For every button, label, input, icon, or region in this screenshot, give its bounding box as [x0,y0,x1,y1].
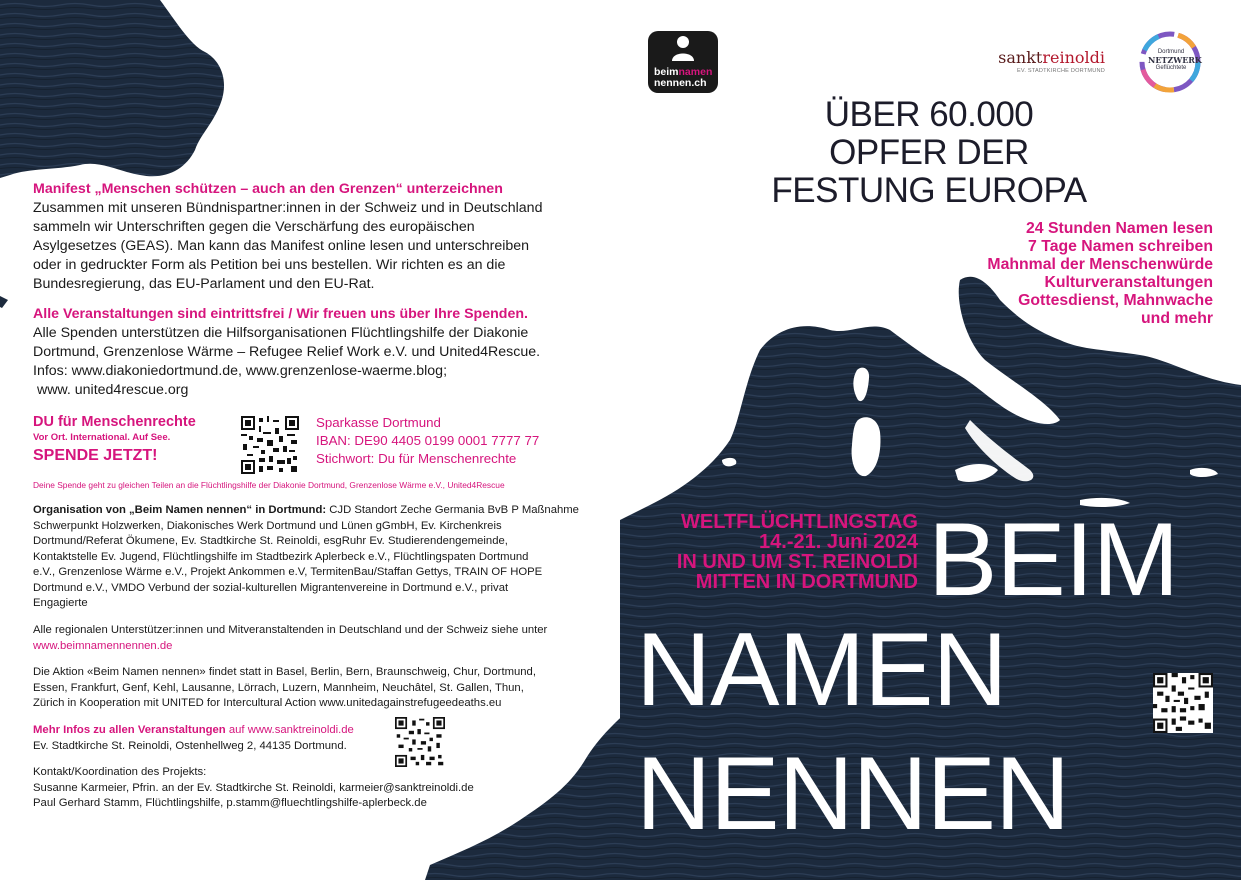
organisation-line: Dortmund/Referat Ökumene, Ev. Stadtkirche St. Reinoldi, esgRuhr Ev. Studierendengemeinde, [33,535,508,547]
sea-top-left [0,0,224,178]
donation-qr-code[interactable] [241,416,299,474]
donation-title: Alle Veranstaltungen sind eintrittsfrei / Wir freuen uns über Ihre Spenden. [33,306,528,322]
sankt-sub: EV. STADTKIRCHE DORTMUND [1017,68,1105,74]
contact-line: Susanne Karmeier, Pfrin. an der Ev. Stadtkirche St. Reinoldi, karmeier@sanktreinoldi.de [33,781,474,794]
subhead-line: IN UND UM ST. REINOLDI [676,551,918,573]
event-list [930,220,1213,328]
subhead-line: 14.-21. Juni 2024 [759,531,918,553]
donate-cta: SPENDE JETZT! [33,447,158,464]
event-item: 24 Stunden Namen lesen [1026,220,1213,237]
donation-note: Deine Spende geht zu gleichen Teilen an die Flüchtlingshilfe der Diakonie Dortmund, Grenzenlose Wärme e.V., United4Rescue [33,480,505,490]
logo-line-2: nennen.ch [654,77,707,89]
event-item: 7 Tage Namen schreiben [1028,238,1213,255]
moreinfo-label: Mehr Infos zu allen Veranstaltungen [33,724,226,736]
manifest-line: Asylgesetzes (GEAS). Man kann das Manifest online lesen und unterschreiben [33,238,530,254]
supporters-link[interactable]: www.beimnamennennen.de [33,639,173,652]
event-item: Kulturveranstaltungen [1044,274,1213,291]
contact-line: Paul Gerhard Stamm, Flüchtlingshilfe, p.stamm@fluechtlingshilfe-aplerbeck.de [33,797,427,809]
big-title-nennen: NENNEN [636,736,1070,852]
manifest-line: oder in gedruckter Form als Petition bei uns bestellen. Wir richten es an die [33,257,506,273]
cities-line: Die Aktion «Beim Namen nennen» findet statt in Basel, Berlin, Bern, Braunschweig, Chur, Dortmund, [33,666,536,678]
logo-line-1: beimnamen [654,66,713,78]
subhead-line: MITTEN IN DORTMUND [695,571,918,593]
organisation-line: Kontaktstelle Ev. Jugend, Flüchtlingshilfe im Stadtbezirk Aplerbeck e.V., Flüchtlingspaten Dortmund [33,550,529,563]
person-icon [672,35,694,61]
organisation-line: Schwerpunkt Holzwerken, Diakonisches Werk Dortmund und Lünen gGmbH, Ev. Kirchenkreis [33,519,502,532]
contact-section [33,765,623,812]
manifest-line: sammeln wir Unterschriften gegen die Verschärfung des europäischen [33,219,475,235]
organisation-line: e.V., Grenzenlose Wärme e.V., Projekt Ankommen e.V, TermitenBau/Staffan Gettys, TRAIN OF HOPE [33,566,543,578]
donation-line: www. united4rescue.org [33,382,189,398]
manifest-line: Bundesregierung, das EU-Parlament und den EU-Rat. [33,276,375,292]
info-qr-code[interactable] [395,717,445,767]
big-title-beim: BEIM [928,508,1179,612]
organisation-label: Organisation von „Beim Namen nennen“ in Dortmund: [33,504,327,516]
big-title-namen: NAMEN [636,612,1007,728]
sea-left-sliver [0,296,8,308]
sankt-wordmark: sanktreinoldi [998,48,1105,67]
manifest-section [33,180,603,294]
headline-line: ÜBER 60.000 [824,95,1034,134]
bank-keyword: Stichwort: Du für Menschenrechte [316,451,517,466]
beim-namen-nennen-logo[interactable] [648,31,718,93]
moreinfo-link[interactable]: www.sanktreinoldi.de [247,724,354,736]
event-item: und mehr [1141,310,1213,327]
event-item: Gottesdienst, Mahnwache [1018,292,1213,309]
headline-line: OPFER DER [829,133,1029,172]
organisation-line: CJD Standort Zeche Germania BvB P Maßnahme [326,504,579,516]
moreinfo-address: Ev. Stadtkirche St. Reinoldi, Ostenhellweg 2, 44135 Dortmund. [33,739,347,752]
sanktreinoldi-logo[interactable] [955,49,1105,75]
bank-iban: IBAN: DE90 4405 0199 0001 7777 77 [316,433,540,448]
bank-details [316,414,539,468]
contact-line: Kontakt/Koordination des Projekts: [33,766,207,778]
manifest-line: Zusammen mit unseren Bündnispartner:innen in der Schweiz und in Deutschland [33,200,543,216]
headline [740,96,1118,210]
netzwerk-text: Dortmund NETZWERK Geflüchtete [1148,49,1202,71]
moreinfo-section [33,723,393,754]
cities-line: Zürich in Kooperation mit UNITED for Intercultural Action www.unitedagainstrefugeedeaths.eu [33,697,502,709]
bank-name: Sparkasse Dortmund [316,415,441,430]
cities-line: Essen, Frankfurt, Genf, Kehl, Lausanne, Lörrach, Luzern, Mannheim, Neuchâtel, St. Gallen, Thun, [33,681,524,694]
supporters-section [33,623,623,654]
donation-line: Infos: www.diakoniedortmund.de, www.grenzenlose-waerme.blog; [33,363,448,379]
organisation-line: Dortmund e.V., VMDO Verbund der sozial-kulturellen Migrantenvereine in Dortmund e.V., privat [33,581,509,594]
event-item: Mahnmal der Menschenwürde [987,256,1213,273]
cities-section [33,665,623,712]
donate-tagline: Vor Ort. International. Auf See. [33,432,171,443]
organisation-section [33,503,623,612]
donation-line: Alle Spenden unterstützen die Hilfsorganisationen Flüchtlingshilfe der Diakonie [33,325,529,341]
website-qr-code[interactable] [1153,673,1213,733]
donation-line: Dortmund, Grenzenlose Wärme – Refugee Relief Work e.V. und United4Rescue. [33,344,541,360]
donate-title: DU für Menschenrechte [33,414,196,430]
supporters-text: Alle regionalen Unterstützer:innen und Mitveranstaltenden in Deutschland und der Schweiz siehe unter [33,624,548,636]
moreinfo-mid: auf [225,724,248,736]
subhead [600,512,918,592]
organisation-line: Engagierte [33,597,88,609]
donation-section [33,305,603,400]
headline-line: FESTUNG EUROPA [771,171,1087,210]
manifest-title: Manifest „Menschen schützen – auch an den Grenzen“ unterzeichnen [33,181,503,197]
subhead-line: WELTFLÜCHTLINGSTAG [681,511,918,533]
